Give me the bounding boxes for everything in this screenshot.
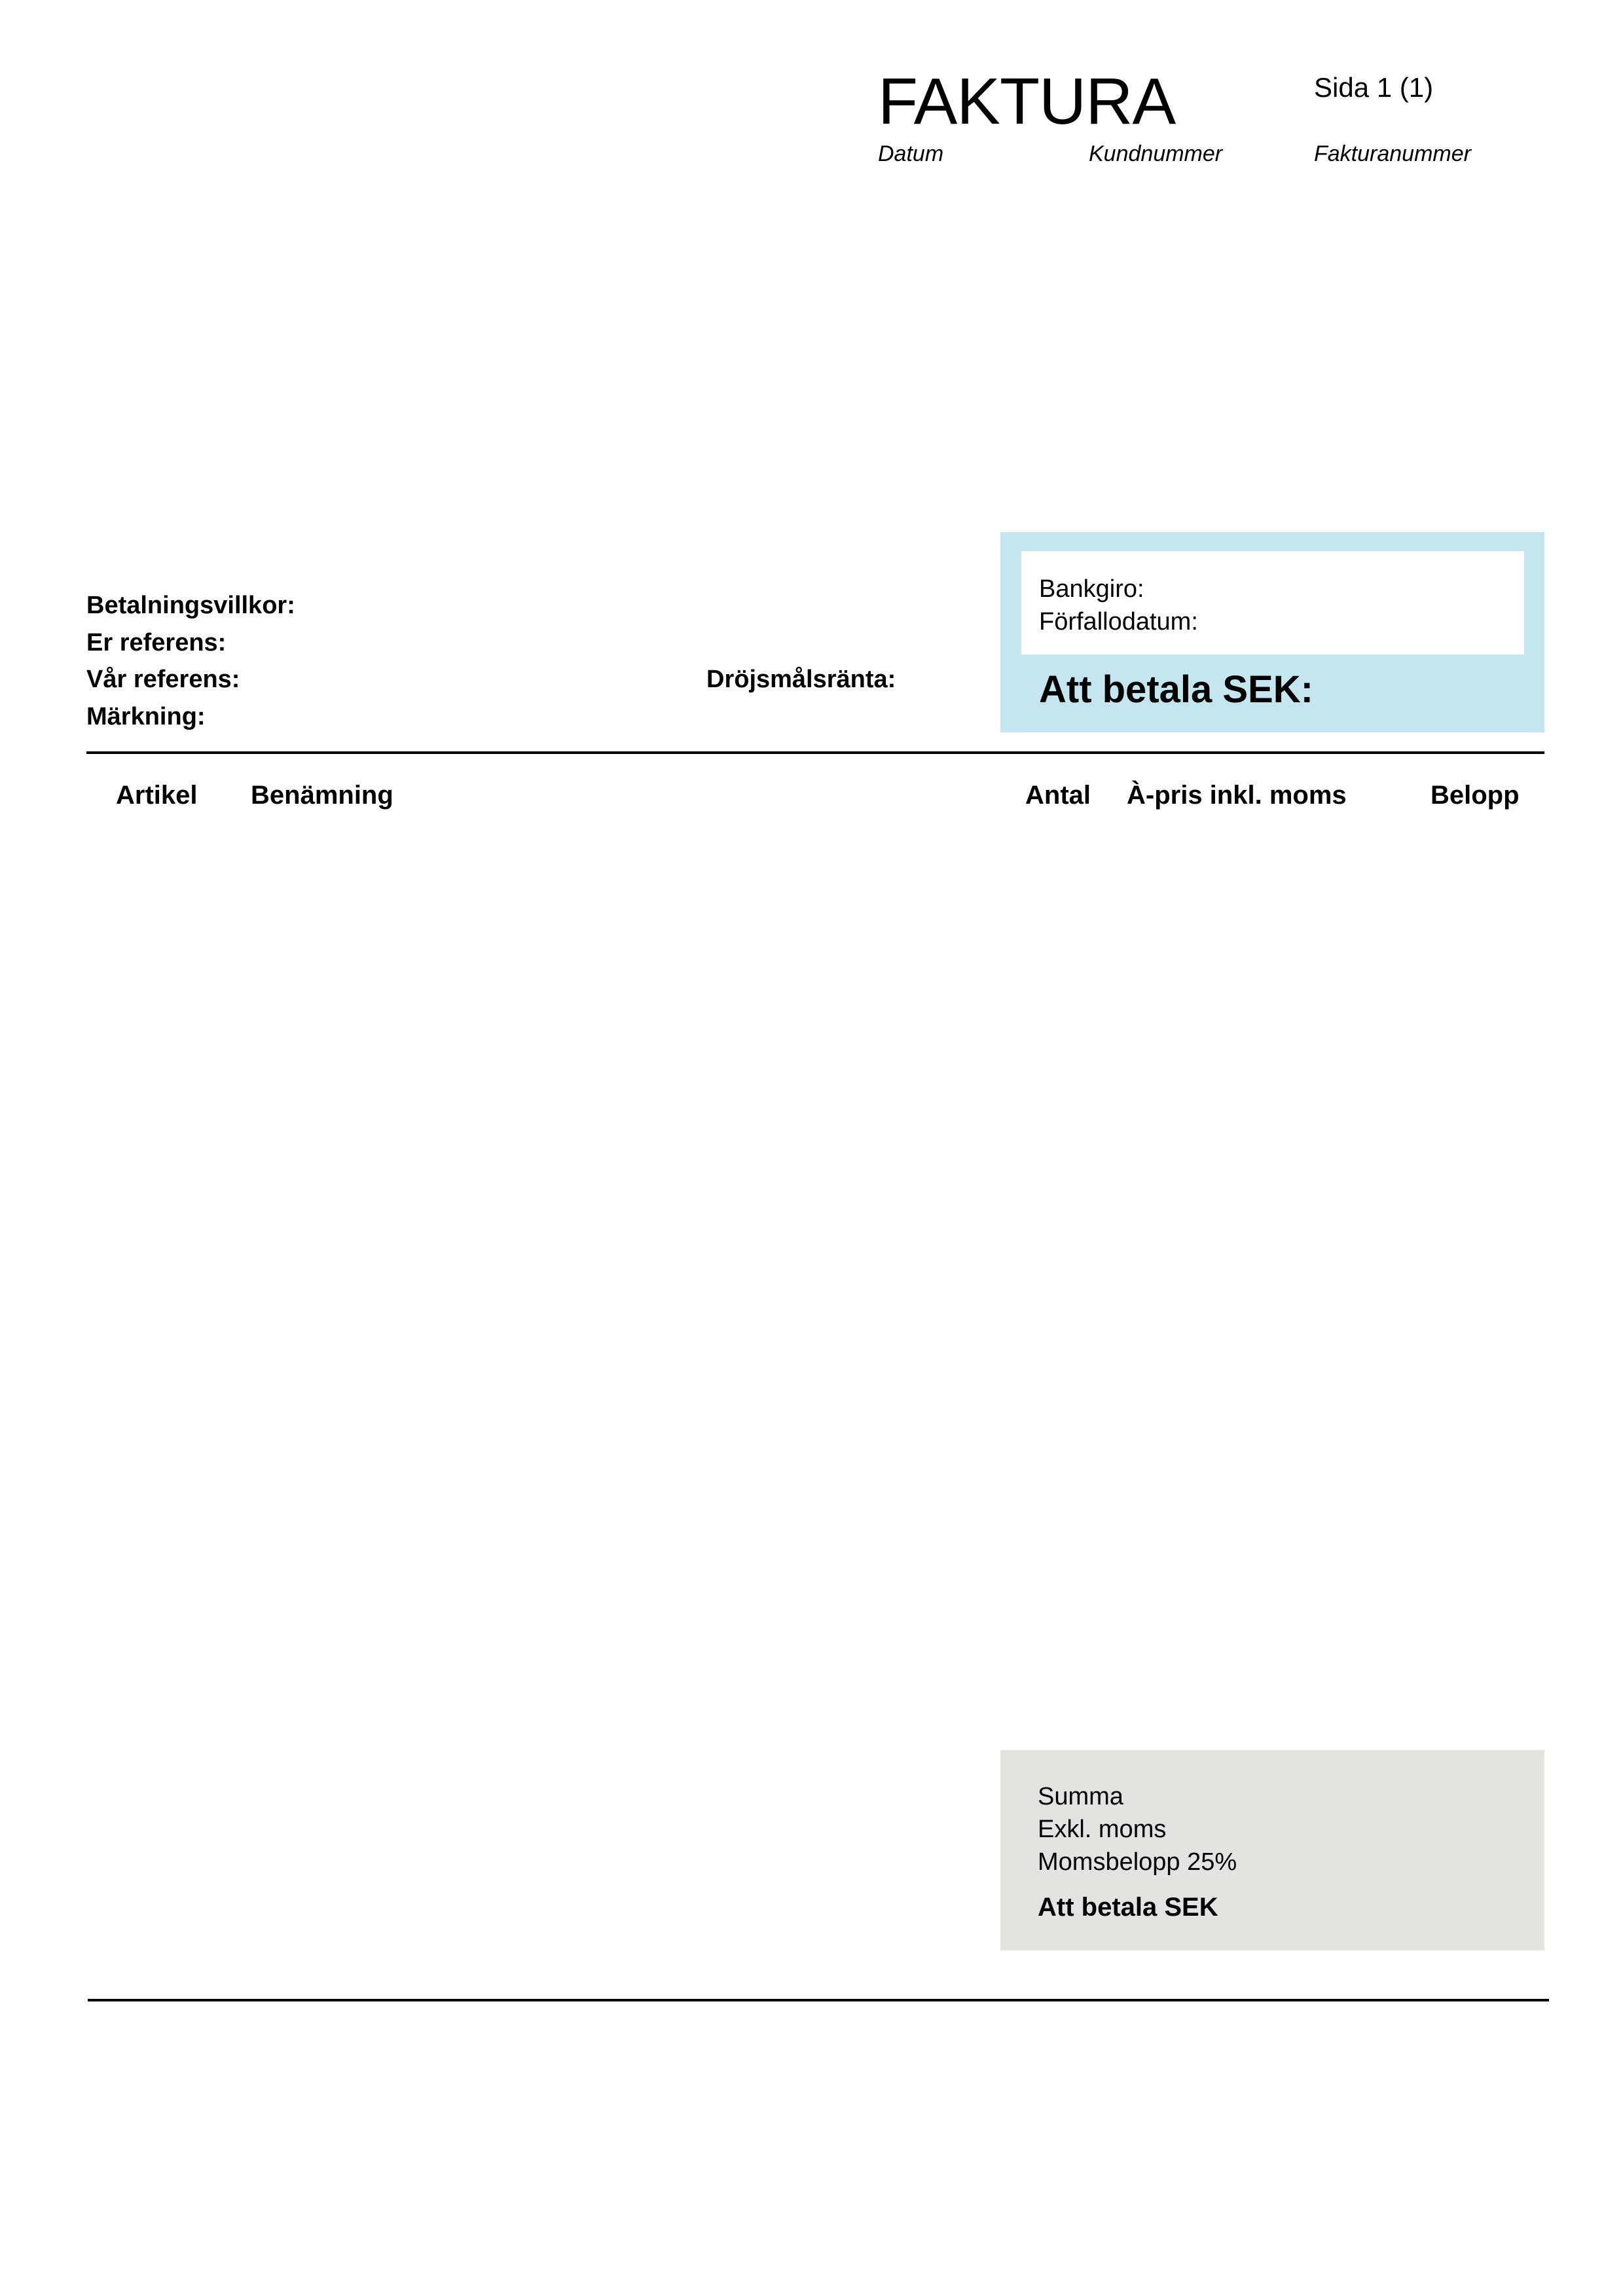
your-reference-label: Er referens: <box>86 629 227 656</box>
sum-label: Summa <box>1038 1783 1123 1810</box>
page-number: Sida 1 (1) <box>1314 72 1434 103</box>
invoice-title: FAKTURA <box>878 65 1176 138</box>
amount-due-label: Att betala SEK: <box>1039 668 1313 711</box>
date-label: Datum <box>878 141 944 166</box>
column-header-description: Benämning <box>251 781 393 810</box>
footer-divider <box>88 1999 1549 2001</box>
marking-label: Märkning: <box>86 703 206 730</box>
column-header-article: Artikel <box>116 781 198 810</box>
our-reference-label: Vår referens: <box>86 666 240 693</box>
payment-terms-label: Betalningsvillkor: <box>86 592 295 619</box>
column-header-quantity: Antal <box>1025 781 1091 810</box>
late-interest-label: Dröjsmålsränta: <box>706 666 896 693</box>
header-divider <box>86 751 1544 754</box>
column-header-amount: Belopp <box>1431 781 1520 810</box>
summary-amount-due-label: Att betala SEK <box>1038 1893 1218 1922</box>
excl-vat-label: Exkl. moms <box>1038 1816 1167 1843</box>
due-date-label: Förfallodatum: <box>1039 608 1198 636</box>
customer-number-label: Kundnummer <box>1089 141 1223 166</box>
vat-amount-label: Momsbelopp 25% <box>1038 1848 1237 1876</box>
invoice-number-label: Fakturanummer <box>1314 141 1471 166</box>
column-header-unit-price: À-pris inkl. moms <box>1127 781 1347 810</box>
bankgiro-label: Bankgiro: <box>1039 575 1144 603</box>
